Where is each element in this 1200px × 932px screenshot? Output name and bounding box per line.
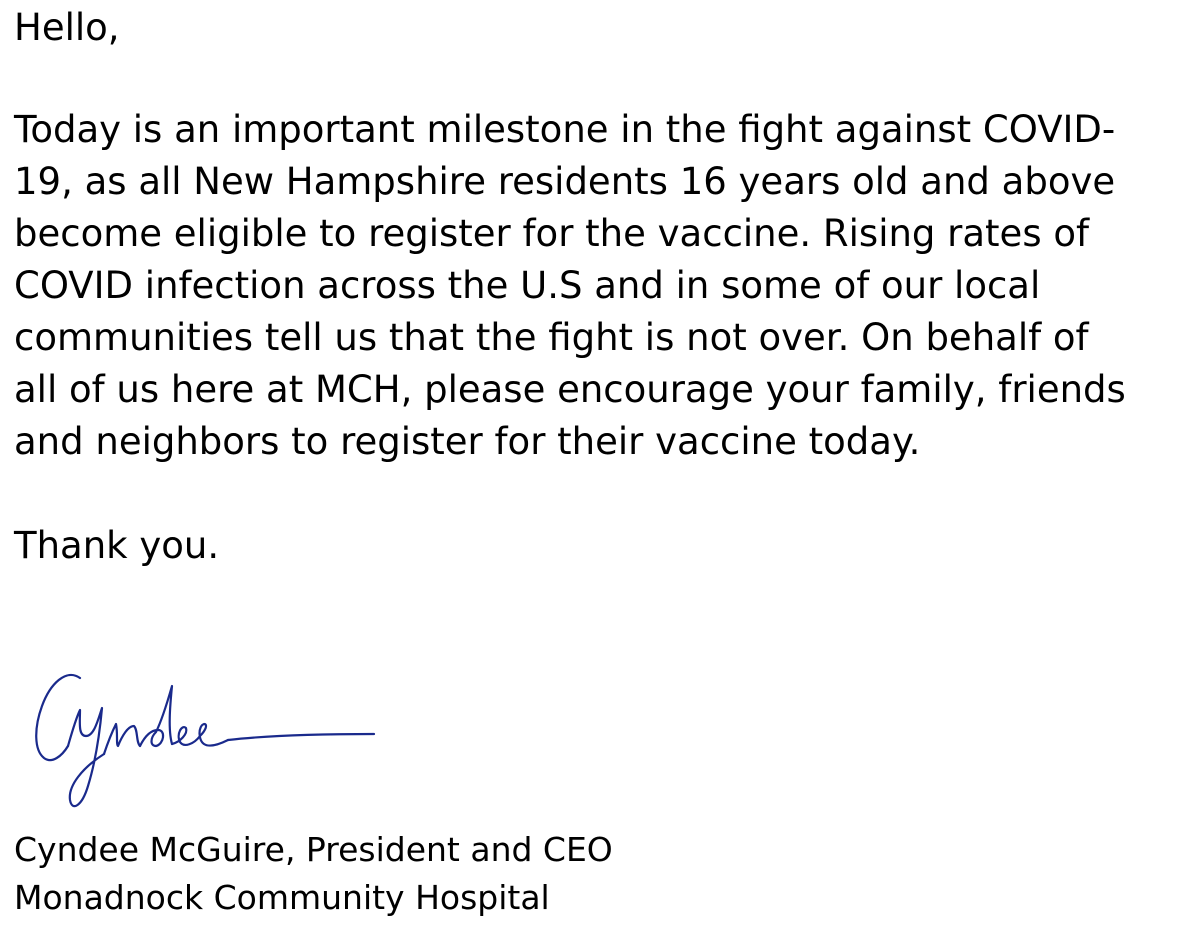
body-line: 19, as all New Hampshire residents 16 years old and above	[14, 160, 1116, 203]
greeting: Hello,	[14, 6, 120, 49]
body-line: and neighbors to register for their vaccine today.	[14, 420, 921, 463]
signer-name-title: Cyndee McGuire, President and CEO	[14, 830, 613, 869]
body-line: become eligible to register for the vaccine. Rising rates of	[14, 212, 1090, 255]
closing: Thank you.	[14, 524, 220, 567]
body-line: COVID infection across the U.S and in some of our local	[14, 264, 1041, 307]
organization-name: Monadnock Community Hospital	[14, 878, 550, 917]
body-line: all of us here at MCH, please encourage your family, friends	[14, 368, 1126, 411]
signature-block	[14, 826, 613, 922]
body-line: communities tell us that the fight is not over. On behalf of	[14, 316, 1089, 359]
letter-body	[14, 104, 1126, 468]
handwritten-signature	[22, 660, 402, 820]
body-line: Today is an important milestone in the fight against COVID-	[14, 108, 1116, 151]
